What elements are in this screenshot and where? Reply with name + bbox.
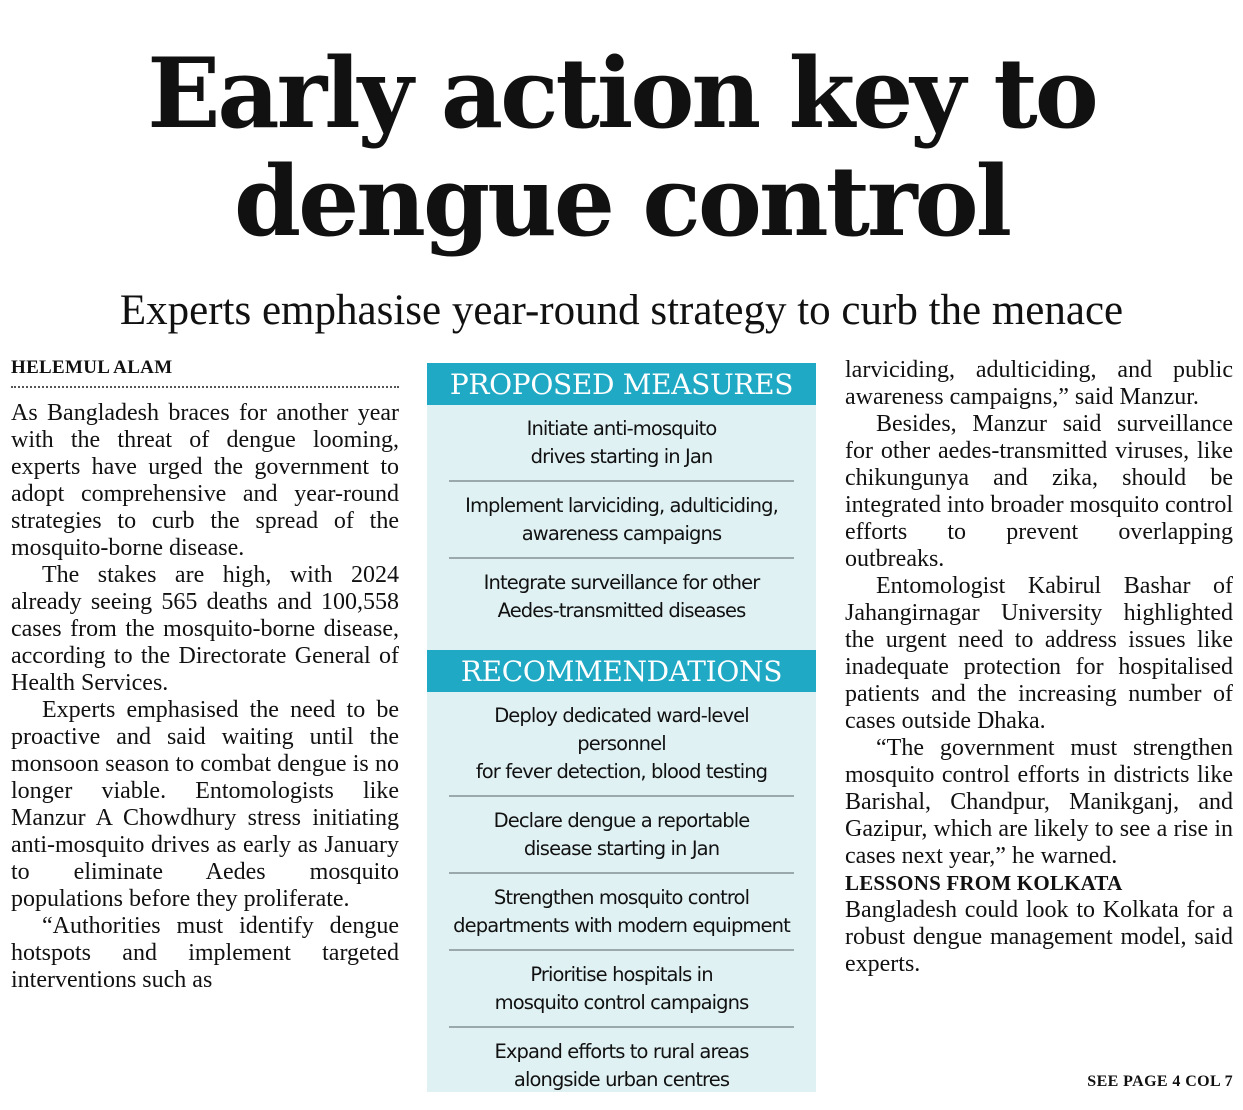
- list-item-line: Integrate surveillance for other: [483, 571, 760, 594]
- headline-line-2: dengue control: [233, 145, 1010, 258]
- paragraph: “Authorities must identify dengue hotspots and implement targeted interventions such as: [11, 913, 399, 993]
- recommendations-list: [427, 692, 816, 1103]
- list-item-line: Implement larviciding, adulticiding,: [465, 494, 778, 517]
- headline: [0, 37, 1243, 258]
- paragraph: As Bangladesh braces for another year with the threat of dengue looming, experts have urged the government to adopt comprehensive and year-round strategies to curb the spread of the mosquito-borne disease.: [11, 400, 399, 561]
- paragraph: larviciding, adulticiding, and public awareness campaigns,” said Manzur.: [845, 357, 1233, 410]
- proposed-measures-heading: PROPOSED MEASURES: [427, 363, 816, 405]
- proposed-measures-list: [427, 405, 816, 634]
- byline: HELEMUL ALAM: [11, 355, 399, 388]
- list-item-line: Strengthen mosquito control: [493, 886, 750, 909]
- list-item-line: disease starting in Jan: [523, 837, 720, 860]
- list-item-line: Initiate anti-mosquito: [526, 417, 717, 440]
- list-item: [449, 1028, 794, 1103]
- list-item-line: Declare dengue a reportable: [493, 809, 750, 832]
- list-item-line: Prioritise hospitals in: [530, 963, 713, 986]
- left-column: [11, 355, 399, 994]
- paragraph: Experts emphasised the need to be proactive and said waiting until the monsoon season to combat dengue is no longer viable. Entomologists like Manzur A Chowdhury stress initiating anti-mosquito drives as early as January to eliminate Aedes mosquito populations before they proliferate.: [11, 697, 399, 912]
- list-item-line: departments with modern equipment: [453, 914, 790, 937]
- list-item-line: Deploy dedicated ward-level personnel: [494, 704, 749, 755]
- list-item-line: awareness campaigns: [521, 522, 722, 545]
- list-item: [449, 692, 794, 797]
- paragraph: Bangladesh could look to Kolkata for a robust dengue management model, said experts.: [845, 897, 1233, 977]
- paragraph: The stakes are high, with 2024 already seeing 565 deaths and 100,558 cases from the mosquito-borne disease, according to the Directorate General of Health Services.: [11, 562, 399, 696]
- subheadline: Experts emphasise year-round strategy to curb the menace: [119, 287, 1124, 334]
- headline-line-1: Early action key to: [147, 37, 1096, 150]
- list-item-line: Expand efforts to rural areas: [494, 1040, 749, 1063]
- list-item: [449, 482, 794, 559]
- right-column: [845, 357, 1233, 978]
- list-item: [449, 405, 794, 482]
- section-heading: LESSONS FROM KOLKATA: [845, 871, 1123, 895]
- list-item: [449, 559, 794, 634]
- list-item: [449, 874, 794, 951]
- list-item-line: for fever detection, blood testing: [475, 760, 768, 783]
- paragraph: “The government must strengthen mosquito control efforts in districts like Barishal, Chandpur, Manikganj, and Gazipur, which are likely to see a rise in cases next year,” he warned.: [845, 735, 1233, 869]
- recommendations-heading: RECOMMENDATIONS: [427, 650, 816, 692]
- list-item-line: mosquito control campaigns: [494, 991, 749, 1014]
- list-item: [449, 951, 794, 1028]
- list-item: [449, 797, 794, 874]
- left-column-body: [11, 400, 399, 994]
- paragraph: Besides, Manzur said surveillance for other aedes-transmitted viruses, like chikungunya and zika, should be integrated into broader mosquito control efforts to prevent overlapping outbreaks.: [845, 411, 1233, 572]
- list-item-line: alongside urban centres: [513, 1068, 730, 1091]
- list-item-line: drives starting in Jan: [530, 445, 713, 468]
- paragraph: Entomologist Kabirul Bashar of Jahangirnagar University highlighted the urgent need to address issues like inadequate protection for hospitalised patients and the increasing number of cases outside Dhaka.: [845, 573, 1233, 734]
- continuation-link[interactable]: SEE PAGE 4 COL 7: [1087, 1073, 1233, 1090]
- sidebar-box: [427, 363, 816, 1092]
- list-item-line: Aedes-transmitted diseases: [497, 599, 746, 622]
